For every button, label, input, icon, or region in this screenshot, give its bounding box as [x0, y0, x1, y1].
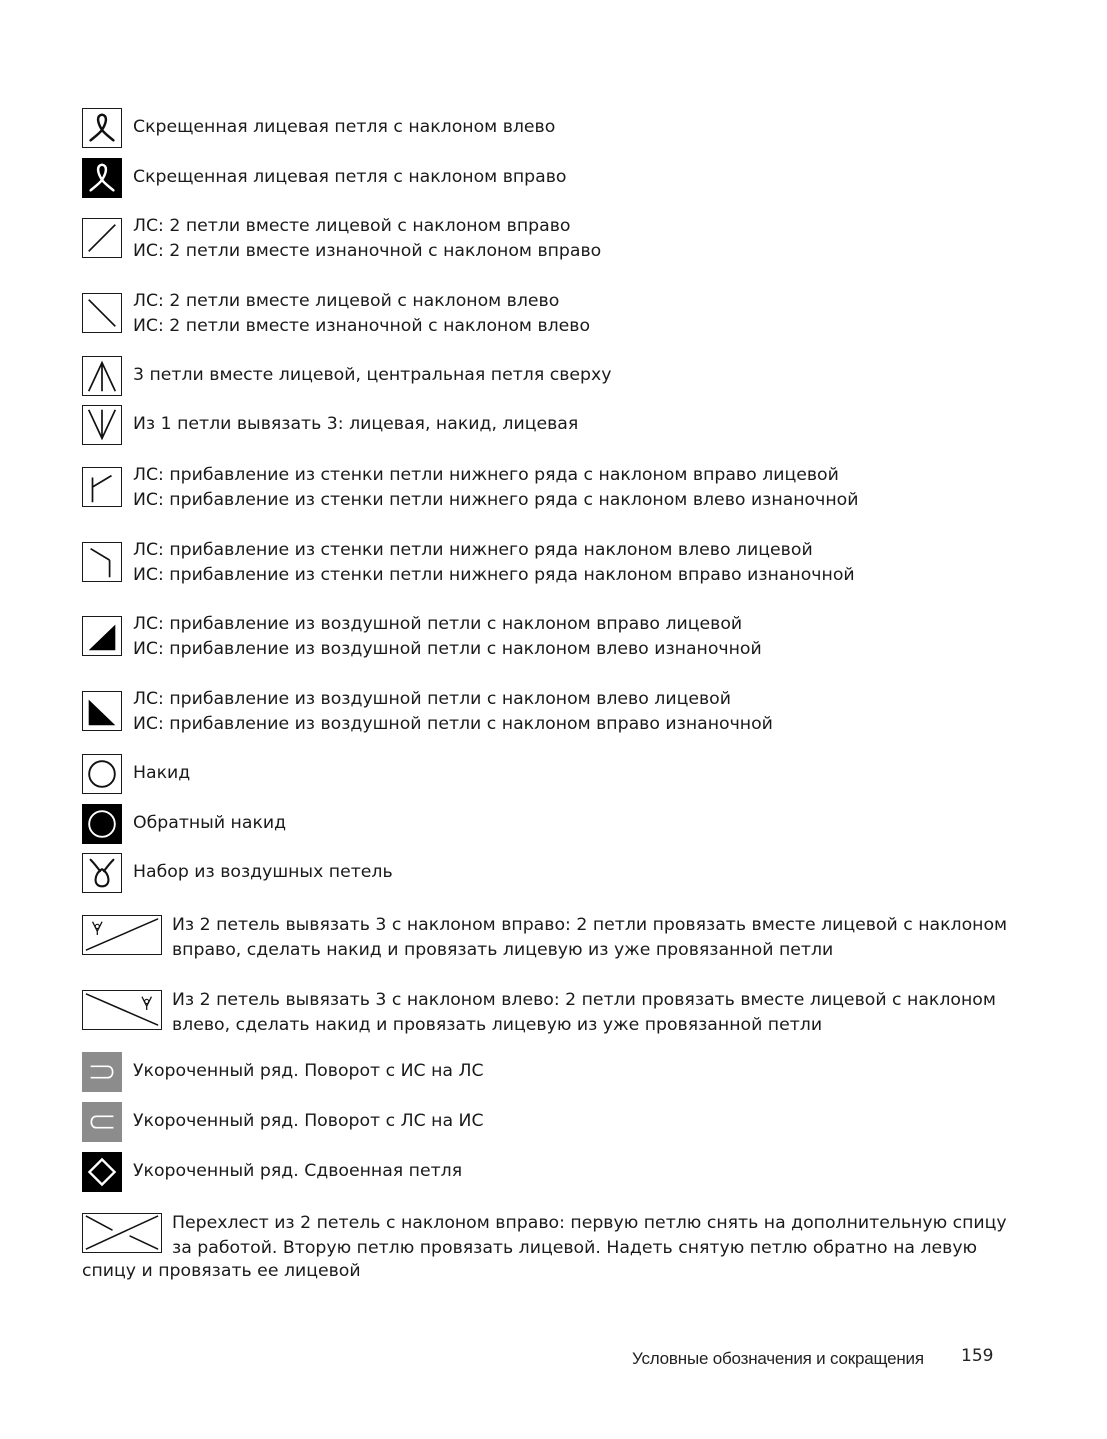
legend-text: Из 1 петли вывязать 3: лицевая, накид, лицевая: [133, 414, 579, 434]
legend-text-continuation: спицу и провязать ее лицевой: [82, 1261, 361, 1281]
legend-text: Скрещенная лицевая петля с наклоном влево: [133, 117, 556, 137]
legend-item-twisted-knit-right: [82, 158, 1012, 198]
turn-ws-to-rs-icon: [82, 1052, 122, 1092]
legend-text: Из 2 петель вывязать 3 с наклоном вправо: 2 петли провязать вместе лицевой с наклоном: [172, 915, 1008, 935]
legend-text: за работой. Вторую петлю провязать лицевой. Надеть снятую петлю обратно на левую: [172, 1238, 978, 1258]
legend-text: ЛС: прибавление из стенки петли нижнего ряда с наклоном вправо лицевой: [133, 465, 839, 485]
legend-item-chain-cast-on: [82, 853, 1012, 893]
legend-text: Набор из воздушных петель: [133, 862, 393, 882]
legend-text: Укороченный ряд. Поворот с ЛС на ИС: [133, 1111, 484, 1131]
decrease-right-icon: [82, 218, 122, 258]
legend-item-k3tog-center: [82, 356, 1012, 396]
increase-one-to-three-icon: [82, 405, 122, 445]
legend-text: Укороченный ряд. Поворот с ИС на ЛС: [133, 1061, 484, 1081]
legend-item-k2tog-right: [82, 218, 1012, 268]
yarn-over-icon: [82, 754, 122, 794]
legend-text: Обратный накид: [133, 813, 287, 833]
lifted-increase-left-icon: [82, 542, 122, 582]
make-one-left-icon: [82, 691, 122, 731]
double-stitch-diamond-icon: [82, 1152, 122, 1192]
legend-text: ИС: прибавление из стенки петли нижнего ряда с наклоном влево изнаночной: [133, 490, 859, 510]
legend-item-short-row-ws-rs: [82, 1052, 1012, 1092]
legend-item-m1-right: [82, 616, 1012, 666]
centered-double-decrease-icon: [82, 356, 122, 396]
legend-text: Перехлест из 2 петель с наклоном вправо: первую петлю снять на дополнительную спицу: [172, 1213, 1007, 1233]
right-cross-cable-icon: [82, 1213, 162, 1253]
legend-text: Укороченный ряд. Сдвоенная петля: [133, 1161, 463, 1181]
section-title: Условные обозначения и сокращения: [632, 1349, 924, 1368]
legend-text: ИС: прибавление из воздушной петли с наклоном вправо изнаночной: [133, 714, 773, 734]
twisted-stitch-right-icon: [82, 158, 122, 198]
legend-text: ЛС: 2 петли вместе лицевой с наклоном вправо: [133, 216, 571, 236]
legend-text: влево, сделать накид и провязать лицевую из уже провязанной петли: [172, 1015, 823, 1035]
make-one-right-icon: [82, 616, 122, 656]
legend-item-two-into-three-left: [82, 990, 1012, 1040]
two-into-three-right-icon: [82, 915, 162, 955]
legend-text: вправо, сделать накид и провязать лицевую из уже провязанной петли: [172, 940, 834, 960]
legend-item-m1-left: [82, 691, 1012, 741]
legend-item-lifted-increase-left: [82, 542, 1012, 592]
legend-text: ИС: 2 петли вместе изнаночной с наклоном вправо: [133, 241, 602, 261]
legend-item-k2tog-left: [82, 293, 1012, 343]
legend-item-yarn-over: [82, 754, 1012, 794]
legend-item-one-into-three: [82, 405, 1012, 445]
legend-text: ИС: прибавление из воздушной петли с наклоном влево изнаночной: [133, 639, 762, 659]
legend-text: Скрещенная лицевая петля с наклоном вправо: [133, 167, 567, 187]
legend-text: Из 2 петель вывязать 3 с наклоном влево: 2 петли провязать вместе лицевой с наклоном: [172, 990, 996, 1010]
twisted-stitch-left-icon: [82, 108, 122, 148]
reverse-yarn-over-icon: [82, 804, 122, 844]
legend-text: ЛС: прибавление из воздушной петли с наклоном влево лицевой: [133, 689, 731, 709]
legend-text: ЛС: прибавление из воздушной петли с наклоном вправо лицевой: [133, 614, 743, 634]
lifted-increase-right-icon: [82, 467, 122, 507]
legend-item-twisted-knit-left: [82, 108, 1012, 148]
legend-item-reverse-yarn-over: [82, 804, 1012, 844]
legend-text: ИС: 2 петли вместе изнаночной с наклоном влево: [133, 316, 591, 336]
two-into-three-left-icon: [82, 990, 162, 1030]
legend-item-double-stitch: [82, 1152, 1012, 1192]
legend-item-short-row-rs-ws: [82, 1102, 1012, 1142]
legend-text: ИС: прибавление из стенки петли нижнего ряда наклоном вправо изнаночной: [133, 565, 855, 585]
legend-text: 3 петли вместе лицевой, центральная петля сверху: [133, 365, 612, 385]
legend-text: Накид: [133, 763, 191, 783]
legend-item-lifted-increase-right: [82, 467, 1012, 517]
turn-rs-to-ws-icon: [82, 1102, 122, 1142]
legend-item-two-into-three-right: [82, 915, 1012, 965]
legend-text: ЛС: 2 петли вместе лицевой с наклоном влево: [133, 291, 560, 311]
chain-stitch-icon: [82, 853, 122, 893]
page-number: 159: [961, 1346, 994, 1366]
decrease-left-icon: [82, 293, 122, 333]
legend-text: ЛС: прибавление из стенки петли нижнего ряда наклоном влево лицевой: [133, 540, 813, 560]
